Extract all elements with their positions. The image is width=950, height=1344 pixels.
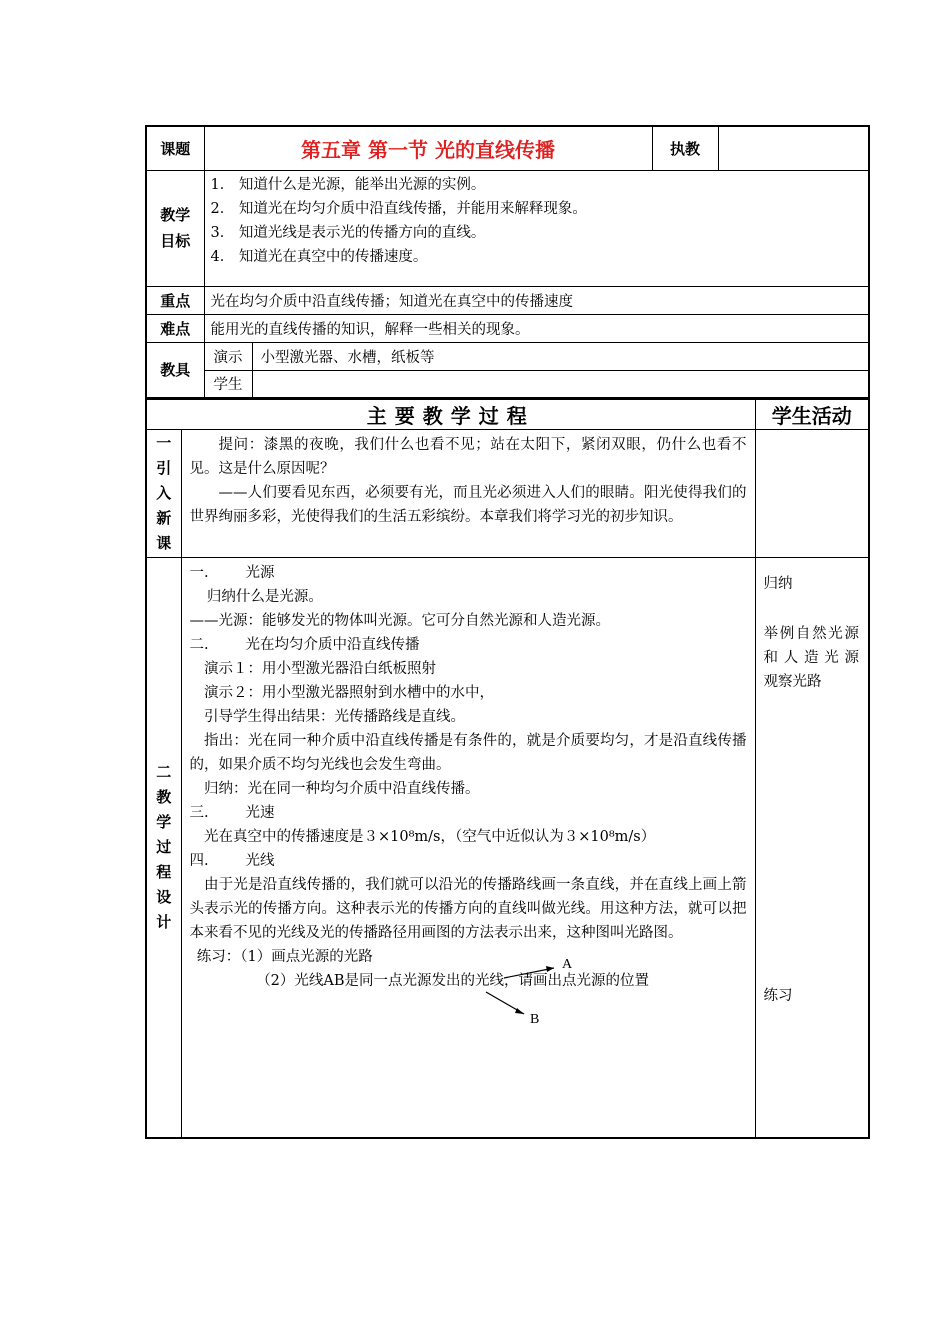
activity-item: 观察光路 bbox=[763, 674, 822, 690]
line: 由于光是沿直线传播的，我们就可以沿光的传播路线画一条直线，并在直线上画上箭头表示光的传播方向。这种表示光的传播方向的直线叫做光线。用这种方法，就可以把本来看不见的光线及光的传播路径用画图的方法表示出来，这种图叫光路图。 bbox=[189, 877, 747, 941]
section-heading: 二. 光在均匀介质中沿直线传播 bbox=[189, 637, 420, 653]
topic-title: 第五章 第一节 光的直线传播 bbox=[204, 126, 652, 170]
label-b: B bbox=[529, 1012, 539, 1026]
process-table bbox=[145, 399, 870, 1139]
teacher-label: 执教 bbox=[652, 126, 718, 170]
line: 演示２：用小型激光器照射到水槽中的水中， bbox=[204, 685, 494, 701]
info-table bbox=[145, 125, 870, 399]
activity-item: 举例自然光源和人造光源 bbox=[763, 626, 860, 666]
difficulty-text: 能用光的直线传播的知识，解释一些相关的现象。 bbox=[204, 314, 869, 342]
main-process-header: 主要教学过程 bbox=[146, 400, 755, 430]
teacher-value bbox=[718, 126, 869, 170]
goal-item: 2． 知道光在均匀介质中沿直线传播，并能用来解释现象。 bbox=[210, 200, 587, 217]
activity-item: 归纳 bbox=[763, 576, 793, 592]
intro-label-cell bbox=[146, 430, 181, 558]
activity-item: 练习 bbox=[763, 988, 793, 1004]
intro-activity bbox=[755, 430, 869, 558]
student-activity-header: 学生活动 bbox=[755, 400, 869, 430]
line: 演示１：用小型激光器沿白纸板照射 bbox=[204, 661, 436, 677]
design-label: 二教学过程设计 bbox=[156, 762, 172, 931]
ray-a-arrowhead bbox=[546, 966, 554, 972]
exercise-1: 练习：（1）画点光源的光路 bbox=[196, 949, 373, 965]
goal-item: 4． 知道光在真空中的传播速度。 bbox=[210, 248, 428, 265]
line: 光在真空中的传播速度是３×10⁸m/s，（空气中近似认为３×10⁸m/s） bbox=[204, 829, 656, 845]
line: ——光源：能够发光的物体叫光源。它可分自然光源和人造光源。 bbox=[189, 613, 610, 629]
design-activities bbox=[755, 558, 869, 1138]
label-a: A bbox=[561, 957, 572, 972]
line: 引导学生得出结果：光传播路线是直线。 bbox=[204, 709, 465, 725]
design-content bbox=[181, 558, 755, 1138]
topic-label: 课题 bbox=[146, 126, 204, 170]
ray-a-line bbox=[504, 968, 554, 978]
student-text bbox=[252, 370, 869, 398]
goal-item: 3． 知道光线是表示光的传播方向的直线。 bbox=[210, 224, 486, 241]
line: 归纳：光在同一种均匀介质中沿直线传播。 bbox=[204, 781, 480, 797]
section-heading: 三. 光速 bbox=[189, 805, 275, 821]
line: 指出：光在同一种介质中沿直线传播是有条件的，就是介质要均匀，才是沿直线传播的，如果介质不均匀光线也会发生弯曲。 bbox=[189, 733, 747, 773]
intro-question: 提问：漆黑的夜晚，我们什么也看不见；站在太阳下，紧闭双眼，仍什么也看不见。这是什么原因呢？ bbox=[189, 437, 747, 477]
light-ray-diagram bbox=[482, 956, 602, 1026]
goals-label bbox=[146, 170, 204, 286]
student-label: 学生 bbox=[204, 370, 252, 398]
key-point-label: 重点 bbox=[146, 286, 204, 314]
goals-list bbox=[204, 170, 869, 286]
intro-content bbox=[181, 430, 755, 558]
demo-text: 小型激光器、水槽，纸板等 bbox=[252, 342, 869, 370]
exercise-2: （2）光线AB是同一点光源发出的光线，请画出点光源的位置 bbox=[256, 973, 650, 989]
section-heading: 四. 光线 bbox=[189, 853, 275, 869]
key-point-text: 光在均匀介质中沿直线传播；知道光在真空中的传播速度 bbox=[204, 286, 869, 314]
lesson-plan-sheet bbox=[145, 125, 868, 1139]
section-heading: 一. 光源 bbox=[189, 565, 275, 581]
goal-item: 1． 知道什么是光源，能举出光源的实例。 bbox=[210, 176, 486, 193]
demo-label: 演示 bbox=[204, 342, 252, 370]
goals-label-text: 教学目标 bbox=[160, 206, 191, 250]
intro-answer: ——人们要看见东西，必须要有光，而且光必须进入人们的眼睛。阳光使得我们的世界绚丽多彩，光使得我们的生活五彩缤纷。本章我们将学习光的初步知识。 bbox=[189, 485, 747, 525]
line: 归纳什么是光源。 bbox=[206, 589, 323, 605]
tools-label: 教具 bbox=[146, 342, 204, 398]
design-label-cell bbox=[146, 558, 181, 1138]
difficulty-label: 难点 bbox=[146, 314, 204, 342]
intro-label: 一引入新课 bbox=[156, 434, 172, 552]
